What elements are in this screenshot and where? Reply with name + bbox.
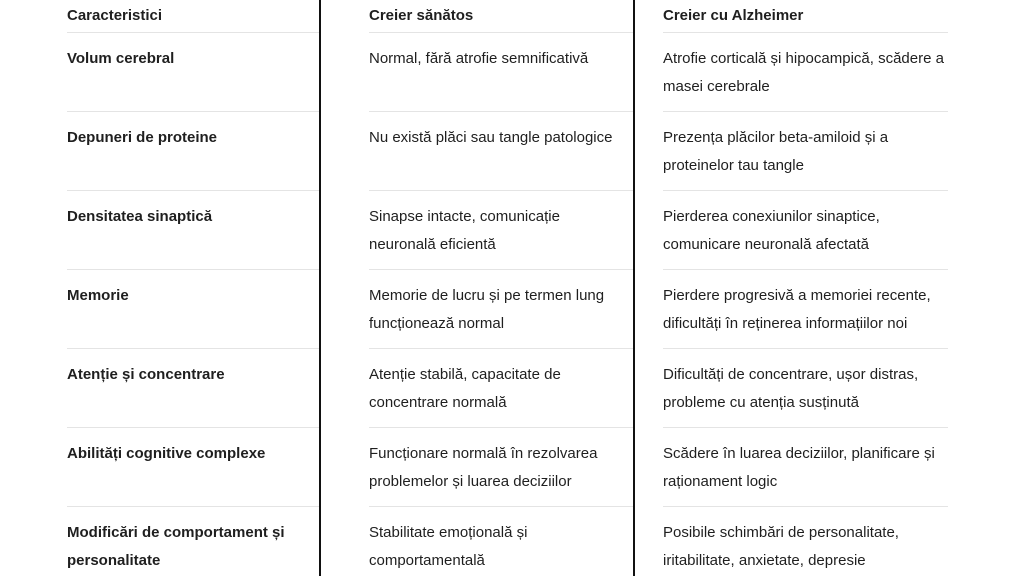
row-healthy: Funcționare normală în rezolvarea problemelor și luarea deciziilor xyxy=(369,445,598,490)
row-alzheimer: Atrofie corticală și hipocampică, scădere a masei cerebrale xyxy=(663,50,944,95)
row-alzheimer: Pierderea conexiunilor sinaptice, comunicare neuronală afectată xyxy=(663,208,880,253)
row-healthy: Sinapse intacte, comunicație neuronală eficientă xyxy=(369,208,560,253)
table-row xyxy=(0,349,1024,428)
row-healthy: Normal, fără atrofie semnificativă xyxy=(369,50,589,67)
row-healthy: Nu există plăci sau tangle patologice xyxy=(369,129,613,146)
row-healthy: Atenție stabilă, capacitate de concentrare normală xyxy=(369,366,561,411)
row-alzheimer: Posibile schimbări de personalitate, iritabilitate, anxietate, depresie xyxy=(663,524,899,569)
row-healthy: Stabilitate emoțională și comportamentală xyxy=(369,524,528,569)
row-feature: Atenție și concentrare xyxy=(67,366,225,383)
row-alzheimer: Pierdere progresivă a memoriei recente, dificultăți în reținerea informațiilor noi xyxy=(663,287,931,332)
header-characteristics: Caracteristici xyxy=(67,7,163,24)
row-feature: Memorie xyxy=(67,287,129,304)
table-row xyxy=(0,428,1024,507)
table-row xyxy=(0,112,1024,191)
row-feature: Densitatea sinaptică xyxy=(67,208,213,225)
row-alzheimer: Dificultăți de concentrare, ușor distras, probleme cu atenția susținută xyxy=(663,366,919,411)
row-feature: Depuneri de proteine xyxy=(67,129,218,146)
table-row xyxy=(0,507,1024,576)
row-alzheimer: Scădere în luarea deciziilor, planificare și raționament logic xyxy=(663,445,935,490)
row-healthy: Memorie de lucru și pe termen lung funcționează normal xyxy=(369,287,605,332)
column-divider xyxy=(633,0,635,576)
table-header-row xyxy=(0,0,1024,33)
table-row xyxy=(0,191,1024,270)
column-divider xyxy=(319,0,321,576)
row-alzheimer: Prezența plăcilor beta-amiloid și a proteinelor tau tangle xyxy=(663,129,889,174)
header-healthy-brain: Creier sănătos xyxy=(369,7,474,24)
table-row xyxy=(0,33,1024,112)
table-row xyxy=(0,270,1024,349)
row-feature: Abilități cognitive complexe xyxy=(67,445,266,462)
row-feature: Volum cerebral xyxy=(67,50,175,67)
row-feature: Modificări de comportament și personalitate xyxy=(67,524,285,569)
header-alzheimer-brain: Creier cu Alzheimer xyxy=(663,7,804,24)
